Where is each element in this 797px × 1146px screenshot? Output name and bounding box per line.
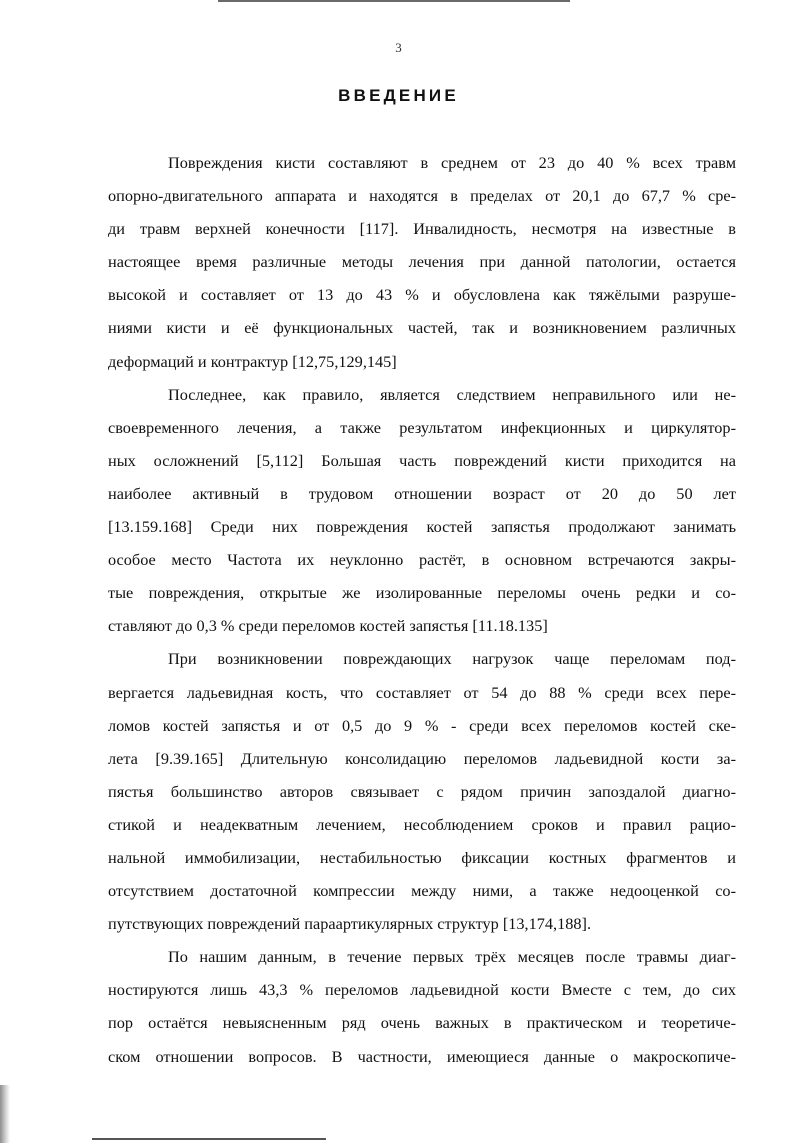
paragraph-4-line: По нашим данным, в течение первых трёх месяцев после травмы диаг-: [168, 947, 736, 967]
paragraph-2-line: своевременного лечения, а также результатом инфекционных и циркулятор-: [108, 417, 736, 437]
paragraph-1-line: ниями кисти и её функциональных частей, так и возникновением различных: [108, 318, 736, 338]
paragraph-3-line: пястья большинство авторов связывает с рядом причин запоздалой диагно-: [108, 781, 736, 801]
paragraph-2-line: [13.159.168] Среди них повреждения костей запястья продолжают занимать: [108, 517, 736, 537]
paragraph-3-line: отсутствием достаточной компрессии между ними, а также недооценкой со-: [108, 881, 736, 901]
footnote-rule: [92, 1138, 326, 1140]
page-number: 3: [395, 40, 402, 55]
paragraph-4-line: ностируются лишь 43,3 % переломов ладьевидной кости Вместе с тем, до сих: [108, 980, 736, 1000]
paragraph-2-line: наиболее активный в трудовом отношении возраст от 20 до 50 лет: [108, 483, 736, 503]
scan-edge-shadow: [0, 1085, 10, 1143]
body-text: [108, 146, 736, 1073]
paragraph-3-line: При возникновении повреждающих нагрузок чаще переломам под-: [168, 649, 736, 669]
paragraph-2-line: тые повреждения, открытые же изолированные переломы очень редки и со-: [108, 583, 736, 603]
paragraph-1-line: опорно-двигательного аппарата и находятся в пределах от 20,1 до 67,7 % сре-: [108, 186, 736, 206]
paragraph-1-line: ди травм верхней конечности [117]. Инвалидность, несмотря на известные в: [108, 219, 736, 239]
paragraph-3-line: нальной иммобилизации, нестабильностью фиксации костных фрагментов и: [108, 847, 736, 867]
paragraph-2-line: ных осложнений [5,112] Большая часть повреждений кисти приходится на: [108, 450, 736, 470]
paragraph-1-line: настоящее время различные методы лечения при данной патологии, остается: [108, 252, 736, 272]
scan-top-rule: [218, 0, 570, 2]
paragraph-2-line: особое место Частота их неуклонно растёт, в основном встречаются закры-: [108, 550, 736, 570]
paragraph-3-line: ломов костей запястья и от 0,5 до 9 % - среди всех переломов костей ске-: [108, 715, 736, 735]
paragraph-3-line: стикой и неадекватным лечением, несоблюдением сроков и правил рацио-: [108, 814, 736, 834]
paragraph-2-line: Последнее, как правило, является следствием неправильного или не-: [168, 384, 736, 404]
paragraph-4-line: ском отношении вопросов. В частности, имеющиеся данные о макроскопиче-: [108, 1046, 736, 1066]
paragraph-1-line: Повреждения кисти составляют в среднем от 23 до 40 % всех травм: [168, 153, 736, 172]
paragraph-3-line: лета [9.39.165] Длительную консолидацию переломов ладьевидной кости за-: [108, 748, 736, 768]
paragraph-2-line: ставляют до 0,3 % среди переломов костей запястья [11.18.135]: [108, 616, 548, 636]
paragraph-4-line: пор остаётся невыясненным ряд очень важных в практическом и теоретиче-: [108, 1013, 736, 1033]
paragraph-3-line: путствующих повреждений параартикулярных структур [13,174,188].: [108, 914, 592, 934]
paragraph-3-line: вергается ладьевидная кость, что составляет от 54 до 88 % среди всех пере-: [108, 682, 736, 702]
paragraph-1-line: высокой и составляет от 13 до 43 % и обусловлена как тяжёлыми разруше-: [108, 285, 736, 305]
paragraph-1-line: деформаций и контрактур [12,75,129,145]: [108, 351, 397, 371]
page-title: ВВЕДЕНИЕ: [338, 86, 459, 105]
